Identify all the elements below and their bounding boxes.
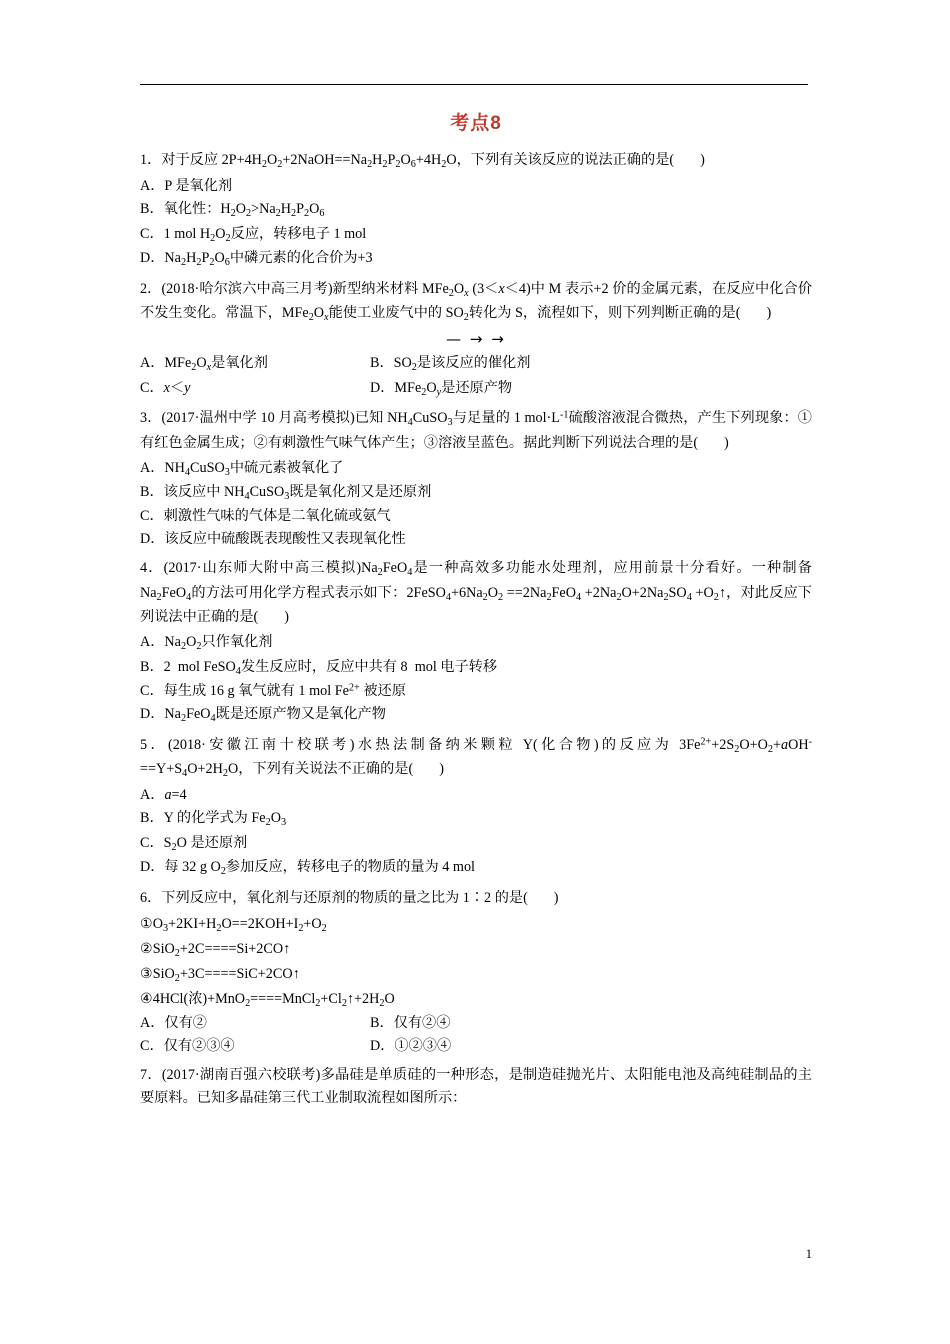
option-6-c: C．仅有②③④ xyxy=(140,1038,235,1055)
option-row-2-ab xyxy=(140,352,812,376)
document-body xyxy=(140,108,812,1112)
option-3-b: B．该反应中 $NH_4CuSO_3$既是氧化剂又是还原剂 xyxy=(140,484,432,502)
option-row-2-cd xyxy=(140,377,812,401)
option-1-b: B．氧化性：$H_2O_2>Na_2H_2P_2O_6$ xyxy=(140,201,325,220)
option-row-6-ab xyxy=(140,1012,812,1035)
page-number: 1 xyxy=(805,1247,812,1261)
option-row-6-cd xyxy=(140,1035,812,1058)
option-2-b: B．$SO_2$是该反应的催化剂 xyxy=(370,355,531,374)
option-5-a: A．a=4 xyxy=(140,787,187,804)
option-1-d: D．$Na_2H_2P_2O_6$中磷元素的化合价为+3 xyxy=(140,250,373,269)
question-stem-7: 7．(2017·湖南百强六校联考)多晶硅是单质硅的一种形态，是制造硅抛光片、太阳能电池及高纯硅制品的主要原料。已知多晶硅第三代工业制取流程如图所示： xyxy=(140,1067,812,1107)
equation-6-1: $①O_3+2KI+H_2O==2KOH+I_2+O_2$ xyxy=(140,915,327,934)
option-6-a: A．仅有② xyxy=(140,1015,207,1032)
option-4-d: D．$Na_2FeO_4$既是还原产物又是氧化产物 xyxy=(140,706,386,724)
option-4-c: C．每生成 16 g 氧气就有 1 mol $Fe^{2+}$ 被还原 xyxy=(140,682,406,700)
option-4-a: A．$Na_2O_2$只作氧化剂 xyxy=(140,634,273,653)
option-1-c: C．1 mol $H_2O_2$反应，转移电子 1 mol xyxy=(140,225,367,244)
option-3-c: C．刺激性气味的气体是二氧化硫或氨气 xyxy=(140,508,391,525)
option-4-b: B．2 mol FeSO$_4$发生反应时，反应中共有 8 mol 电子转移 xyxy=(140,658,498,677)
option-3-d: D．该反应中硫酸既表现酸性又表现氧化性 xyxy=(140,531,406,548)
option-2-a: A．$MFe_2O_x$是氧化剂 xyxy=(140,355,268,374)
equation-6-2: ②SiO$_2$+2C====Si+2CO↑ xyxy=(140,940,291,959)
page-title: 考点8 xyxy=(450,113,502,134)
option-5-d: D．每 32 g $O_2$参加反应，转移电子的物质的量为 4 mol xyxy=(140,859,475,877)
option-2-c: C．x＜y xyxy=(140,379,191,396)
option-6-b: B．仅有②④ xyxy=(370,1015,451,1032)
question-stem-5: 5．(2018·安徽江南十校联考)水热法制备纳米颗粒 Y(化合物)的反应为 $3Fe^{2+}+2S_2O+O_2+aOH^-==Y+S_4O+2H_2O$，下列有关说法不正确的是( ) xyxy=(140,735,812,779)
option-5-c: C．$S_2O$ 是还原剂 xyxy=(140,834,248,853)
equation-6-4: ④4HCl(浓)$+MnO_2====MnCl_2+Cl_2↑+2H_2O$ xyxy=(140,991,395,1010)
question-stem-3: 3．(2017·温州中学 10 月高考模拟)已知 $NH_4CuSO_3$与足量的 1 $mol\cdot L^{-1}$硫酸溶液混合微热，产生下列现象：①有红色金属生成；②有刺激性气味气体产生；③溶液呈蓝色。据此判断下列说法合理的是( ) xyxy=(140,409,812,451)
option-1-a: A．P 是氧化剂 xyxy=(140,178,233,195)
question-stem-6: 6．下列反应中，氧化剂与还原剂的物质的量之比为 1∶2 的是( ) xyxy=(140,889,559,906)
flow-diagram-2: — → → xyxy=(446,330,506,349)
option-6-d: D．①②③④ xyxy=(370,1038,452,1055)
option-3-a: A．$NH_4CuSO_3$中硫元素被氧化了 xyxy=(140,459,344,478)
question-stem-4: 4．(2017·山东师大附中高三模拟)$Na_2FeO_4$是一种高效多功能水处理剂，应用前景十分看好。一种制备 $Na_2FeO_4$的方法可用化学方程式表示如下：$2FeSO_4+6Na_2O_2 ==2Na_2FeO_4 +2Na_2O+2Na_2SO_4$ $+O_2↑$，对此反应下列说法中正确的是( ) xyxy=(140,560,812,626)
equation-6-3: ③SiO$_2$+3C====SiC+2CO↑ xyxy=(140,965,300,984)
question-stem-1: 1．对于反应 $2P+4H_2O_2+2NaOH==Na_2H_2P_2O_6+4H_2O$，下列有关该反应的说法正确的是( ) xyxy=(140,152,705,170)
option-5-b: B．Y 的化学式为 $Fe_2O_3$ xyxy=(140,810,287,829)
question-stem-2: 2．(2018·哈尔滨六中高三月考)新型纳米材料 $MFe_2O_x$ (3＜x＜4)中 M 表示+2 价的金属元素，在反应中化合价不发生变化。常温下，$MFe_2O_x$能使工业废气中的 $SO_2$转化为 S，流程如下，则下列判断正确的是( ) xyxy=(140,280,813,323)
header-rule xyxy=(140,84,808,85)
option-2-d: D．$MFe_2O_y$是还原产物 xyxy=(370,379,513,398)
